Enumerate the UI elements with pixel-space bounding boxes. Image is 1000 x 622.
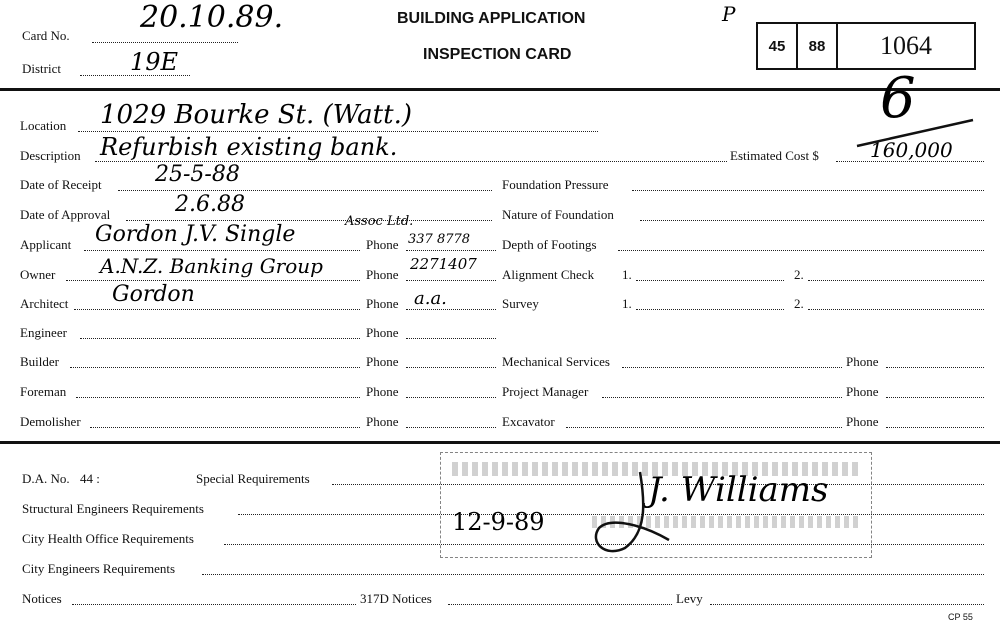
demolisher-line <box>90 427 360 428</box>
form-code: CP 55 <box>948 612 973 622</box>
architect-label: Architect <box>20 296 69 311</box>
foreman-phone-label: Phone <box>366 384 399 399</box>
mechanical-phone-label: Phone <box>846 354 879 369</box>
depth-footings-line <box>618 250 984 251</box>
excavator-label: Excavator <box>502 414 555 429</box>
district-value[interactable]: 19E <box>130 48 179 76</box>
applicant-note: Assoc Ltd. <box>345 214 414 229</box>
card-no-value[interactable]: 20.10.89. <box>140 0 284 35</box>
card-no-label: Card No. <box>22 28 70 43</box>
notices-line <box>72 604 356 605</box>
applicant-phone-value[interactable]: 337 8778 <box>408 232 471 247</box>
survey-num1: 1. <box>622 296 632 311</box>
location-value[interactable]: 1029 Bourke St. (Watt.) <box>100 100 412 130</box>
project-manager-label: Project Manager <box>502 384 589 399</box>
signature: J. Williams <box>648 470 829 510</box>
estimated-cost-label: Estimated Cost $ <box>730 148 819 163</box>
applicant-phone-line <box>406 250 496 251</box>
foreman-line <box>76 397 360 398</box>
card-no-line <box>92 42 238 43</box>
owner-phone-label: Phone <box>366 267 399 282</box>
middle-rule <box>0 441 1000 444</box>
card-number-cell <box>836 22 976 70</box>
architect-phone-line <box>406 309 496 310</box>
date-receipt-label: Date of Receipt <box>20 177 102 192</box>
architect-value[interactable]: Gordon <box>112 282 195 307</box>
date-approval-label: Date of Approval <box>20 207 111 222</box>
mechanical-phone-line <box>886 367 984 368</box>
applicant-value[interactable]: Gordon J.V. Single <box>95 222 296 247</box>
depth-footings-label: Depth of Footings <box>502 237 597 252</box>
location-line <box>78 131 598 132</box>
builder-phone-line <box>406 367 496 368</box>
architect-phone-value[interactable]: a.a. <box>414 288 447 309</box>
survey-num2: 2. <box>794 296 804 311</box>
alignment-check-num2: 2. <box>794 267 804 282</box>
project-manager-phone-line <box>886 397 984 398</box>
demolisher-phone-label: Phone <box>366 414 399 429</box>
estimated-cost-value[interactable]: 160,000 <box>870 138 953 162</box>
form-title-line1: BUILDING APPLICATION <box>397 10 586 27</box>
project-manager-phone-label: Phone <box>846 384 879 399</box>
alignment-check-label: Alignment Check <box>502 267 595 282</box>
alignment-check-num1: 1. <box>622 267 632 282</box>
box-cell-2 <box>796 22 838 70</box>
location-label: Location <box>20 118 67 133</box>
levy-line <box>710 604 984 605</box>
foundation-pressure-line <box>632 190 984 191</box>
survey-line1 <box>636 309 784 310</box>
date-approval-value[interactable]: 2.6.88 <box>175 192 245 217</box>
header-rule <box>0 88 1000 91</box>
mechanical-line <box>622 367 842 368</box>
alignment-check-line1 <box>636 280 784 281</box>
foundation-pressure-label: Foundation Pressure <box>502 177 609 192</box>
stamp-date: 12-9-89 <box>452 508 545 536</box>
big-number: 6 <box>880 66 916 131</box>
structural-requirements-label: Structural Engineers Requirements <box>22 501 204 516</box>
description-value[interactable]: Refurbish existing bank. <box>100 133 398 161</box>
form-title-line2: INSPECTION CARD <box>423 46 572 63</box>
box-cell-2-text: 88 <box>808 37 826 55</box>
survey-label: Survey <box>502 296 539 311</box>
foreman-label: Foreman <box>20 384 67 399</box>
owner-phone-line <box>406 280 496 281</box>
demolisher-phone-line <box>406 427 496 428</box>
health-requirements-label: City Health Office Requirements <box>22 531 194 546</box>
da-no-label: D.A. No. <box>22 471 70 486</box>
project-manager-line <box>602 397 842 398</box>
demolisher-label: Demolisher <box>20 414 81 429</box>
survey-line2 <box>808 309 984 310</box>
da-no-value[interactable]: 44 : <box>80 471 100 486</box>
city-engineers-line <box>202 574 984 575</box>
owner-label: Owner <box>20 267 56 282</box>
engineer-label: Engineer <box>20 325 67 340</box>
description-label: Description <box>20 148 81 163</box>
city-engineers-label: City Engineers Requirements <box>22 561 176 576</box>
notices-317d-label: 317D Notices <box>360 591 432 606</box>
special-requirements-label: Special Requirements <box>196 471 310 486</box>
nature-foundation-line <box>640 220 984 221</box>
owner-line <box>66 280 360 281</box>
alignment-check-line2 <box>808 280 984 281</box>
architect-line <box>74 309 360 310</box>
applicant-label: Applicant <box>20 237 72 252</box>
date-receipt-line <box>118 190 492 191</box>
corner-mark: P <box>722 2 736 26</box>
engineer-phone-line <box>406 338 496 339</box>
date-receipt-value[interactable]: 25-5-88 <box>155 162 240 187</box>
engineer-phone-label: Phone <box>366 325 399 340</box>
excavator-line <box>566 427 842 428</box>
builder-phone-label: Phone <box>366 354 399 369</box>
card-number-text: 1064 <box>880 31 932 60</box>
notices-label: Notices <box>22 591 62 606</box>
owner-value[interactable]: A.N.Z. Banking Group <box>100 254 323 278</box>
applicant-line <box>84 250 360 251</box>
levy-label: Levy <box>676 591 703 606</box>
owner-phone-value[interactable]: 2271407 <box>410 255 477 273</box>
box-cell-1 <box>756 22 798 70</box>
foreman-phone-line <box>406 397 496 398</box>
builder-line <box>70 367 360 368</box>
excavator-phone-label: Phone <box>846 414 879 429</box>
applicant-phone-label: Phone <box>366 237 399 252</box>
nature-foundation-label: Nature of Foundation <box>502 207 614 222</box>
builder-label: Builder <box>20 354 59 369</box>
engineer-line <box>80 338 360 339</box>
architect-phone-label: Phone <box>366 296 399 311</box>
date-approval-line <box>126 220 492 221</box>
mechanical-label: Mechanical Services <box>502 354 610 369</box>
signature-loop <box>585 462 675 562</box>
box-cell-1-text: 45 <box>768 37 786 55</box>
notices-317d-line <box>448 604 672 605</box>
excavator-phone-line <box>886 427 984 428</box>
district-label: District <box>22 61 61 76</box>
